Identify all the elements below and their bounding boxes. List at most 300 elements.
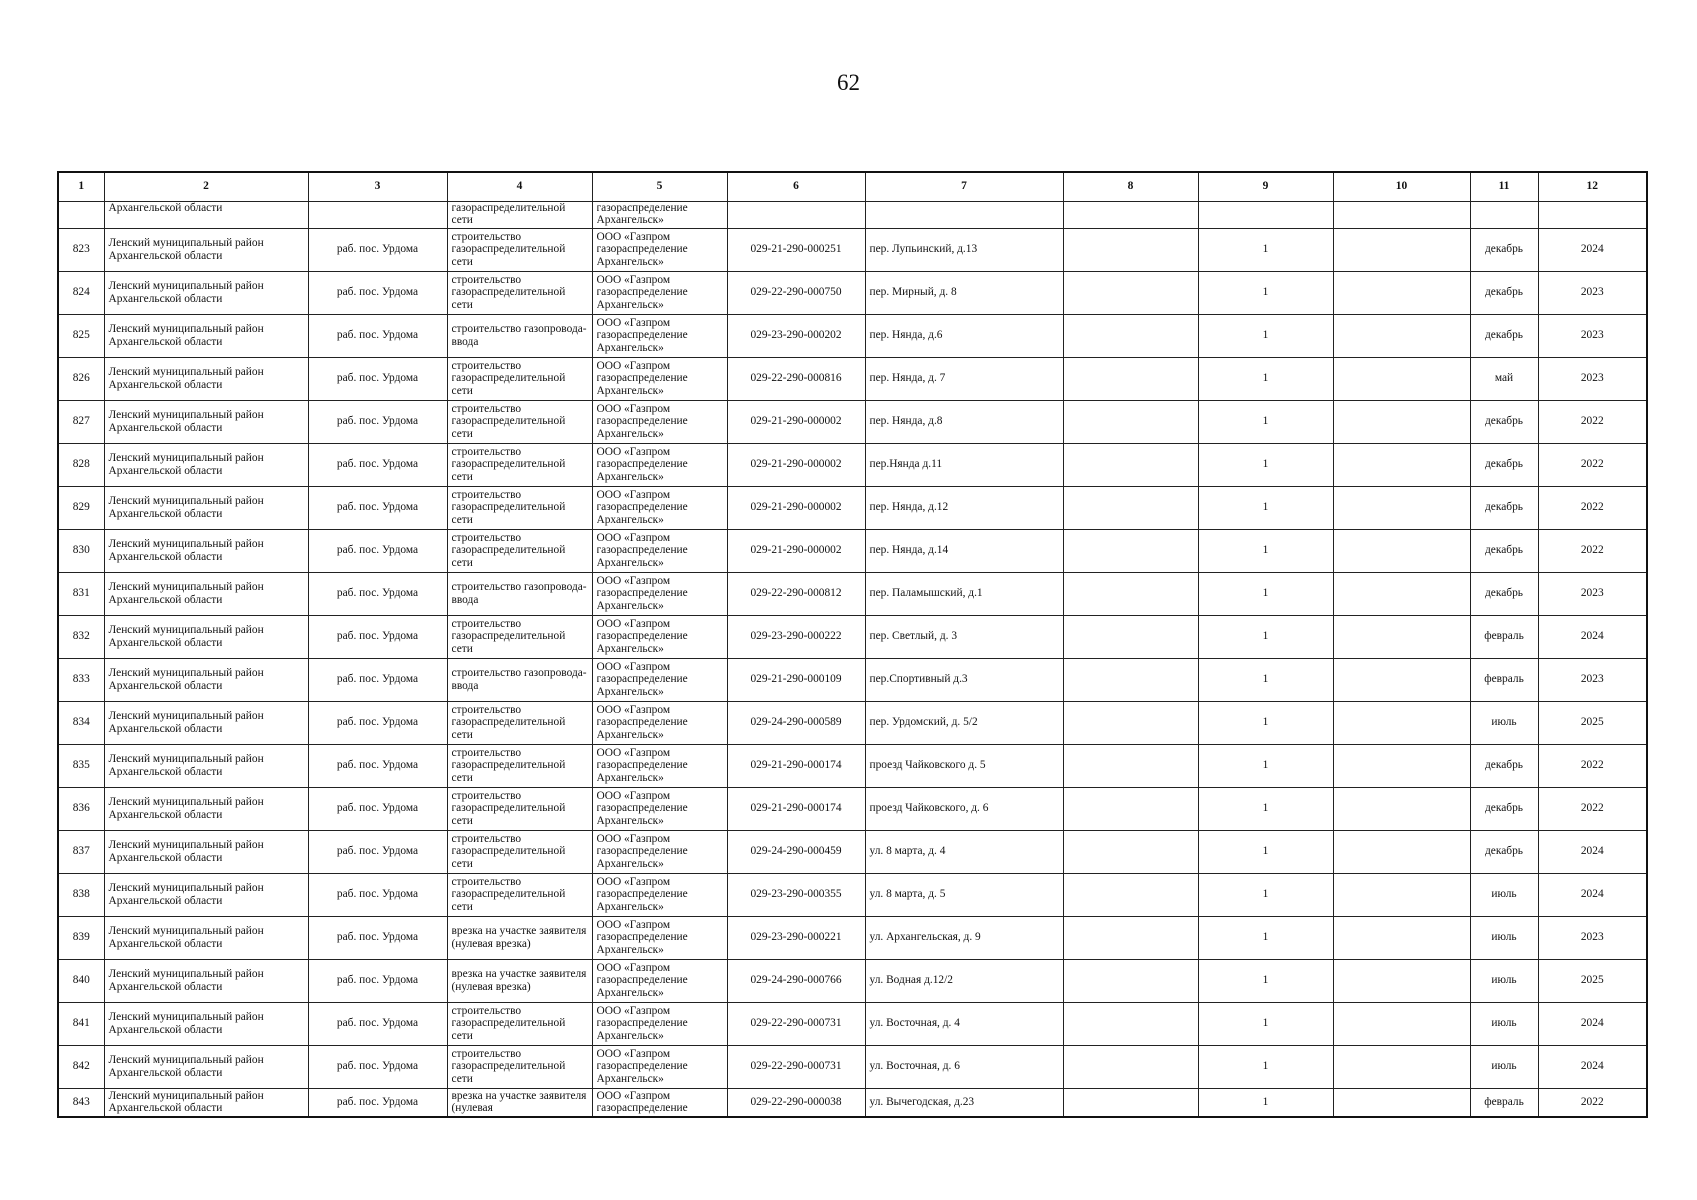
cell-qty: 1 — [1198, 1045, 1333, 1088]
cell-empty — [1063, 873, 1198, 916]
cell-empty — [1063, 959, 1198, 1002]
cell-work — [447, 201, 592, 228]
cell-address: пер.Спортивный д.3 — [865, 658, 1063, 701]
cell-empty — [1333, 529, 1470, 572]
cell-code: 029-22-290-000038 — [727, 1088, 865, 1117]
cell-month: май — [1470, 357, 1538, 400]
cell-month: декабрь — [1470, 314, 1538, 357]
cell-work — [447, 701, 592, 744]
cell-work — [447, 1088, 592, 1117]
cell-code: 029-22-290-000731 — [727, 1002, 865, 1045]
cell-year: 2024 — [1538, 228, 1647, 271]
cell-year: 2025 — [1538, 701, 1647, 744]
cell-code: 029-21-290-000002 — [727, 486, 865, 529]
cell-work — [447, 486, 592, 529]
cell-code: 029-22-290-000812 — [727, 572, 865, 615]
cell-number: 836 — [58, 787, 104, 830]
table-row — [58, 744, 1647, 787]
cell-address: пер. Светлый, д. 3 — [865, 615, 1063, 658]
cell-district: Ленский муниципальный район Архангельской области — [104, 873, 308, 916]
cell-work — [447, 443, 592, 486]
cell-empty — [1063, 744, 1198, 787]
cell-work-text: строительство газораспределительной сети — [451, 617, 566, 655]
cell-month: июль — [1470, 1045, 1538, 1088]
cell-number: 837 — [58, 830, 104, 873]
cell-empty — [1333, 271, 1470, 314]
cell-address: пер. Нянда, д.14 — [865, 529, 1063, 572]
cell-month: декабрь — [1470, 529, 1538, 572]
cell-empty — [1063, 916, 1198, 959]
cell-work — [447, 959, 592, 1002]
cell-year: 2022 — [1538, 529, 1647, 572]
cell-address: ул. Вычегодская, д.23 — [865, 1088, 1063, 1117]
table-row — [58, 658, 1647, 701]
cell-address: пер. Мирный, д. 8 — [865, 271, 1063, 314]
cell-org-text: ООО «Газпром газораспределение — [596, 1089, 688, 1115]
cell-qty: 1 — [1198, 228, 1333, 271]
cell-year: 2023 — [1538, 572, 1647, 615]
cell-address: пер. Нянда, д.6 — [865, 314, 1063, 357]
cell-work — [447, 357, 592, 400]
cell-year: 2023 — [1538, 658, 1647, 701]
column-header: 10 — [1333, 172, 1470, 201]
cell-address: пер.Нянда д.11 — [865, 443, 1063, 486]
cell-district: Ленский муниципальный район Архангельской области — [104, 357, 308, 400]
column-header: 12 — [1538, 172, 1647, 201]
cell-month: декабрь — [1470, 744, 1538, 787]
cell-year: 2022 — [1538, 400, 1647, 443]
cell-org — [592, 1002, 727, 1045]
cell-settlement: раб. пос. Урдома — [308, 357, 447, 400]
cell-month: декабрь — [1470, 830, 1538, 873]
cell-empty — [1063, 201, 1198, 228]
cell-work — [447, 658, 592, 701]
cell-qty: 1 — [1198, 486, 1333, 529]
cell-month: июль — [1470, 1002, 1538, 1045]
cell-district: Ленский муниципальный район Архангельской области — [104, 228, 308, 271]
cell-settlement: раб. пос. Урдома — [308, 1002, 447, 1045]
cell-settlement: раб. пос. Урдома — [308, 744, 447, 787]
cell-empty — [1063, 314, 1198, 357]
cell-address: пер. Урдомский, д. 5/2 — [865, 701, 1063, 744]
cell-org-text: ООО «Газпром газораспределение Архангельск» — [596, 918, 688, 956]
data-table — [57, 171, 1648, 1118]
cell-year: 2023 — [1538, 916, 1647, 959]
cell-empty — [1063, 1088, 1198, 1117]
cell-org — [592, 744, 727, 787]
cell-district: Ленский муниципальный район Архангельской области — [104, 314, 308, 357]
cell-settlement: раб. пос. Урдома — [308, 916, 447, 959]
cell-code: 029-22-290-000731 — [727, 1045, 865, 1088]
cell-work-text: строительство газораспределительной сети — [451, 746, 566, 784]
cell-month: декабрь — [1470, 400, 1538, 443]
cell-address: пер. Нянда, д.12 — [865, 486, 1063, 529]
cell-work-text: строительство газораспределительной сети — [451, 402, 566, 440]
cell-code: 029-24-290-000589 — [727, 701, 865, 744]
cell-org — [592, 830, 727, 873]
cell-address: ул. Водная д.12/2 — [865, 959, 1063, 1002]
cell-settlement: раб. пос. Урдома — [308, 873, 447, 916]
cell-number: 842 — [58, 1045, 104, 1088]
cell-org — [592, 916, 727, 959]
cell-work-text: врезка на участке заявителя (нулевая — [451, 1089, 587, 1115]
cell-empty — [1063, 658, 1198, 701]
column-header: 8 — [1063, 172, 1198, 201]
cell-empty — [1333, 701, 1470, 744]
cell-code: 029-23-290-000202 — [727, 314, 865, 357]
cell-address: проезд Чайковского, д. 6 — [865, 787, 1063, 830]
cell-qty — [1198, 201, 1333, 228]
cell-number: 843 — [58, 1088, 104, 1117]
table-row — [58, 701, 1647, 744]
cell-month: декабрь — [1470, 443, 1538, 486]
cell-month: июль — [1470, 873, 1538, 916]
cell-org-text: ООО «Газпром газораспределение Архангельск» — [596, 574, 688, 612]
cell-code — [727, 201, 865, 228]
cell-month: декабрь — [1470, 787, 1538, 830]
cell-settlement: раб. пос. Урдома — [308, 228, 447, 271]
cell-qty: 1 — [1198, 658, 1333, 701]
cell-empty — [1333, 1088, 1470, 1117]
cell-address: ул. 8 марта, д. 5 — [865, 873, 1063, 916]
cell-org-text: ООО «Газпром газораспределение Архангельск» — [596, 1047, 688, 1085]
cell-empty — [1063, 443, 1198, 486]
table-row — [58, 572, 1647, 615]
cell-work — [447, 787, 592, 830]
table-row — [58, 357, 1647, 400]
cell-year: 2022 — [1538, 486, 1647, 529]
cell-qty: 1 — [1198, 443, 1333, 486]
cell-number: 828 — [58, 443, 104, 486]
cell-org — [592, 1045, 727, 1088]
cell-settlement: раб. пос. Урдома — [308, 400, 447, 443]
cell-empty — [1333, 228, 1470, 271]
cell-number: 835 — [58, 744, 104, 787]
cell-code: 029-21-290-000109 — [727, 658, 865, 701]
cell-code: 029-21-290-000002 — [727, 529, 865, 572]
table-row — [58, 228, 1647, 271]
cell-number: 833 — [58, 658, 104, 701]
cell-address: ул. 8 марта, д. 4 — [865, 830, 1063, 873]
cell-work — [447, 615, 592, 658]
cell-district: Ленский муниципальный район Архангельской области — [104, 1002, 308, 1045]
cell-district: Ленский муниципальный район Архангельской области — [104, 529, 308, 572]
cell-address: ул. Восточная, д. 6 — [865, 1045, 1063, 1088]
table-row — [58, 1002, 1647, 1045]
cell-code: 029-23-290-000355 — [727, 873, 865, 916]
cell-org-text: ООО «Газпром газораспределение Архангельск» — [596, 789, 688, 827]
cell-qty: 1 — [1198, 1002, 1333, 1045]
cell-month: декабрь — [1470, 486, 1538, 529]
cell-year: 2024 — [1538, 830, 1647, 873]
cell-qty: 1 — [1198, 701, 1333, 744]
cell-qty: 1 — [1198, 615, 1333, 658]
cell-empty — [1333, 357, 1470, 400]
cell-work-text: строительство газораспределительной сети — [451, 445, 566, 483]
cell-work-text: строительство газораспределительной сети — [451, 832, 566, 870]
cell-org-text: ООО «Газпром газораспределение Архангельск» — [596, 531, 688, 569]
cell-number: 829 — [58, 486, 104, 529]
cell-address: проезд Чайковского д. 5 — [865, 744, 1063, 787]
cell-qty: 1 — [1198, 271, 1333, 314]
cell-work-text: строительство газопровода-ввода — [451, 322, 587, 348]
cell-work — [447, 572, 592, 615]
cell-code: 029-21-290-000251 — [727, 228, 865, 271]
cell-year: 2024 — [1538, 1045, 1647, 1088]
cell-empty — [1333, 443, 1470, 486]
cell-district: Ленский муниципальный район Архангельской области — [104, 959, 308, 1002]
cell-qty: 1 — [1198, 787, 1333, 830]
cell-number: 830 — [58, 529, 104, 572]
cell-empty — [1333, 1002, 1470, 1045]
cell-year: 2024 — [1538, 873, 1647, 916]
cell-code: 029-22-290-000750 — [727, 271, 865, 314]
cell-empty — [1333, 572, 1470, 615]
cell-settlement — [308, 201, 447, 228]
cell-work — [447, 873, 592, 916]
cell-empty — [1063, 486, 1198, 529]
cell-work — [447, 744, 592, 787]
cell-district: Ленский муниципальный район Архангельской области — [104, 271, 308, 314]
table-row — [58, 443, 1647, 486]
cell-district: Ленский муниципальный район Архангельской области — [104, 486, 308, 529]
cell-month: июль — [1470, 959, 1538, 1002]
cell-org-text: ООО «Газпром газораспределение Архангельск» — [596, 445, 688, 483]
cell-address — [865, 201, 1063, 228]
cell-year: 2025 — [1538, 959, 1647, 1002]
cell-year: 2022 — [1538, 744, 1647, 787]
cell-empty — [1333, 830, 1470, 873]
cell-org-text: ООО «Газпром газораспределение Архангельск» — [596, 402, 688, 440]
cell-year: 2022 — [1538, 787, 1647, 830]
cell-org — [592, 271, 727, 314]
cell-empty — [1063, 400, 1198, 443]
cell-org — [592, 873, 727, 916]
cell-org — [592, 486, 727, 529]
cell-work — [447, 228, 592, 271]
cell-settlement: раб. пос. Урдома — [308, 658, 447, 701]
table-row — [58, 873, 1647, 916]
cell-org — [592, 701, 727, 744]
cell-month: февраль — [1470, 1088, 1538, 1117]
cell-address: пер. Паламышский, д.1 — [865, 572, 1063, 615]
cell-settlement: раб. пос. Урдома — [308, 1088, 447, 1117]
cell-code: 029-24-290-000766 — [727, 959, 865, 1002]
cell-qty: 1 — [1198, 830, 1333, 873]
cell-empty — [1333, 314, 1470, 357]
cell-org — [592, 201, 727, 228]
cell-work-text: врезка на участке заявителя (нулевая врезка) — [451, 924, 587, 950]
cell-work-text: строительство газораспределительной сети — [451, 703, 566, 741]
cell-org — [592, 228, 727, 271]
cell-org-text: ООО «Газпром газораспределение Архангельск» — [596, 961, 688, 999]
cell-org-text: ООО «Газпром газораспределение Архангельск» — [596, 359, 688, 397]
cell-work — [447, 271, 592, 314]
cell-org-text: ООО «Газпром газораспределение Архангельск» — [596, 1004, 688, 1042]
cell-work — [447, 1002, 592, 1045]
column-header: 2 — [104, 172, 308, 201]
cell-empty — [1333, 615, 1470, 658]
cell-settlement: раб. пос. Урдома — [308, 830, 447, 873]
table-row — [58, 615, 1647, 658]
cell-empty — [1063, 357, 1198, 400]
column-header: 9 — [1198, 172, 1333, 201]
cell-district: Ленский муниципальный район Архангельской области — [104, 916, 308, 959]
column-header: 4 — [447, 172, 592, 201]
cell-empty — [1333, 959, 1470, 1002]
cell-work-text: строительство газопровода-ввода — [451, 580, 587, 606]
cell-settlement: раб. пос. Урдома — [308, 1045, 447, 1088]
cell-settlement: раб. пос. Урдома — [308, 787, 447, 830]
cell-org-text: ООО «Газпром газораспределение Архангельск» — [596, 273, 688, 311]
cell-year: 2022 — [1538, 1088, 1647, 1117]
cell-work-text: строительство газораспределительной сети — [451, 789, 566, 827]
cell-org-text: ООО «Газпром газораспределение Архангельск» — [596, 230, 688, 268]
cell-org-text: ООО «Газпром газораспределение Архангельск» — [596, 660, 688, 698]
cell-work-text: строительство газораспределительной сети — [451, 875, 566, 913]
cell-work — [447, 314, 592, 357]
column-header: 7 — [865, 172, 1063, 201]
cell-district: Ленский муниципальный район Архангельской области — [104, 572, 308, 615]
header-row — [58, 172, 1647, 201]
cell-address: пер. Лупьинский, д.13 — [865, 228, 1063, 271]
cell-code: 029-21-290-000002 — [727, 443, 865, 486]
cell-qty: 1 — [1198, 959, 1333, 1002]
cell-district: Ленский муниципальный район Архангельской области — [104, 830, 308, 873]
cell-month: декабрь — [1470, 228, 1538, 271]
cell-district: Ленский муниципальный район Архангельской области — [104, 701, 308, 744]
cell-number — [58, 201, 104, 228]
table-row — [58, 916, 1647, 959]
cell-settlement: раб. пос. Урдома — [308, 443, 447, 486]
cell-work-text: строительство газораспределительной сети — [451, 531, 566, 569]
cell-number: 831 — [58, 572, 104, 615]
cell-org — [592, 959, 727, 1002]
cell-empty — [1333, 787, 1470, 830]
cell-number: 838 — [58, 873, 104, 916]
cell-year — [1538, 201, 1647, 228]
cell-empty — [1063, 1002, 1198, 1045]
cell-empty — [1063, 1045, 1198, 1088]
cell-year: 2023 — [1538, 357, 1647, 400]
cell-work-text: строительство газораспределительной сети — [451, 488, 566, 526]
table-row — [58, 1088, 1647, 1117]
cell-qty: 1 — [1198, 1088, 1333, 1117]
cell-address: ул. Архангельская, д. 9 — [865, 916, 1063, 959]
cell-month: июль — [1470, 916, 1538, 959]
cell-district: Ленский муниципальный район Архангельской области — [104, 615, 308, 658]
cell-address: ул. Восточная, д. 4 — [865, 1002, 1063, 1045]
cell-work — [447, 1045, 592, 1088]
cell-district: Ленский муниципальный район Архангельской области — [104, 1045, 308, 1088]
cell-empty — [1333, 744, 1470, 787]
cell-empty — [1333, 486, 1470, 529]
table-row — [58, 486, 1647, 529]
cell-org — [592, 787, 727, 830]
cell-month: февраль — [1470, 658, 1538, 701]
cell-empty — [1063, 228, 1198, 271]
cell-year: 2024 — [1538, 615, 1647, 658]
cell-settlement: раб. пос. Урдома — [308, 615, 447, 658]
cell-month: декабрь — [1470, 572, 1538, 615]
cell-number: 823 — [58, 228, 104, 271]
table-row — [58, 400, 1647, 443]
cell-code: 029-21-290-000002 — [727, 400, 865, 443]
cell-district: Ленский муниципальный район Архангельской области — [104, 1088, 308, 1117]
cell-work-text: строительство газораспределительной сети — [451, 230, 566, 268]
cell-qty: 1 — [1198, 744, 1333, 787]
cell-org — [592, 443, 727, 486]
cell-district: Ленский муниципальный район Архангельской области — [104, 443, 308, 486]
cell-code: 029-23-290-000221 — [727, 916, 865, 959]
cell-number: 840 — [58, 959, 104, 1002]
cell-org — [592, 572, 727, 615]
cell-year: 2024 — [1538, 1002, 1647, 1045]
cell-qty: 1 — [1198, 572, 1333, 615]
cell-org-text: ООО «Газпром газораспределение Архангельск» — [596, 703, 688, 741]
cell-work-text: строительство газораспределительной сети — [451, 359, 566, 397]
cell-empty — [1063, 701, 1198, 744]
continuation-row — [58, 201, 1647, 228]
cell-qty: 1 — [1198, 529, 1333, 572]
cell-work — [447, 830, 592, 873]
cell-address: пер. Нянда, д.8 — [865, 400, 1063, 443]
cell-work-text: газораспределительной сети — [451, 201, 566, 227]
cell-settlement: раб. пос. Урдома — [308, 572, 447, 615]
cell-empty — [1063, 271, 1198, 314]
cell-year: 2022 — [1538, 443, 1647, 486]
cell-empty — [1063, 830, 1198, 873]
cell-empty — [1333, 658, 1470, 701]
cell-code: 029-21-290-000174 — [727, 787, 865, 830]
column-header: 3 — [308, 172, 447, 201]
cell-work-text: строительство газораспределительной сети — [451, 1004, 566, 1042]
cell-empty — [1333, 916, 1470, 959]
cell-org — [592, 1088, 727, 1117]
cell-district: Ленский муниципальный район Архангельской области — [104, 744, 308, 787]
cell-district: Архангельской области — [104, 201, 308, 228]
cell-code: 029-21-290-000174 — [727, 744, 865, 787]
cell-empty — [1063, 787, 1198, 830]
cell-code: 029-23-290-000222 — [727, 615, 865, 658]
cell-qty: 1 — [1198, 873, 1333, 916]
cell-org — [592, 314, 727, 357]
cell-empty — [1063, 572, 1198, 615]
cell-org-text: ООО «Газпром газораспределение Архангельск» — [596, 488, 688, 526]
cell-qty: 1 — [1198, 314, 1333, 357]
cell-number: 832 — [58, 615, 104, 658]
cell-work — [447, 400, 592, 443]
column-header: 1 — [58, 172, 104, 201]
cell-qty: 1 — [1198, 357, 1333, 400]
table-row — [58, 787, 1647, 830]
cell-work-text: врезка на участке заявителя (нулевая врезка) — [451, 967, 587, 993]
cell-work-text: строительство газораспределительной сети — [451, 1047, 566, 1085]
cell-number: 825 — [58, 314, 104, 357]
cell-month: июль — [1470, 701, 1538, 744]
table-row — [58, 271, 1647, 314]
table-row — [58, 314, 1647, 357]
page-number: 62 — [837, 70, 860, 95]
cell-org — [592, 400, 727, 443]
column-header: 6 — [727, 172, 865, 201]
cell-number: 839 — [58, 916, 104, 959]
column-header: 5 — [592, 172, 727, 201]
table-row — [58, 1045, 1647, 1088]
cell-org-text: ООО «Газпром газораспределение Архангельск» — [596, 875, 688, 913]
cell-work-text: строительство газораспределительной сети — [451, 273, 566, 311]
cell-org — [592, 357, 727, 400]
